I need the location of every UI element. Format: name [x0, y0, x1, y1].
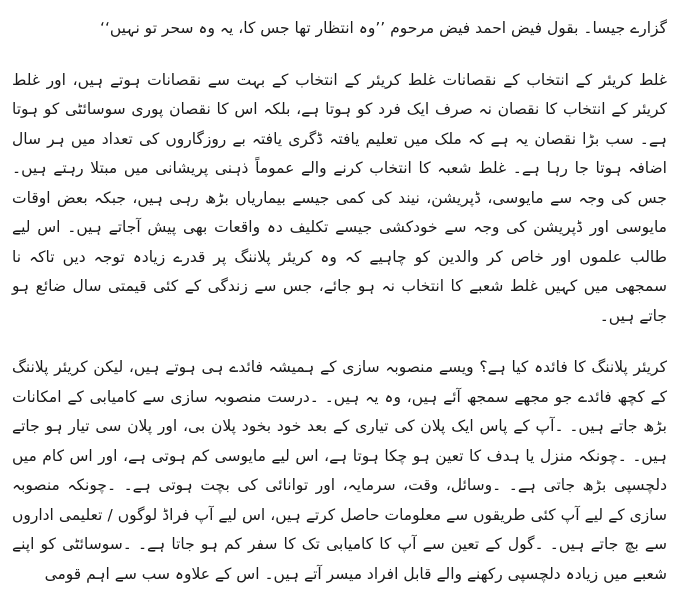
article-paragraph-career-harms: غلط کریئر کے انتخاب کے نقصانات غلط کریئر کے انتخاب کے بہت سے نقصانات ہوتے ہیں، اور غلط کریئر کے انتخاب کا نقصان نہ صرف ایک فرد کو ہوتا ہے، بلکہ اس کا نقصان پوری سوسائٹی کو ہوتا ہے۔ سب بڑا نقصان یہ ہے کہ ملک میں تعلیم یافتہ ڈگری یافتہ بے روزگاروں کی تعداد میں ہر سال اضافہ ہوتا جا رہا ہے۔ غلط شعبہ کا انتخاب کرنے والے عموماً ذہنی پریشانی میں مبتلا رہتے ہیں۔ جس کی وجہ سے مایوسی، ڈپریشن، نیند کی کمی جیسے بیماریاں بڑھ رہی ہیں، جبکہ بعض اوقات مایوسی اور ڈپریشن کی وجہ سے خودکشی جیسے تکلیف دہ واقعات بھی پیش آجاتے ہیں۔ اس لیے طالب علموں اور خاص کر والدین کو چاہیے کہ وہ کریئر پلاننگ پر قدرے زیادہ توجہ دیں تاکہ نا سمجھی میں کہیں غلط شعبے کا انتخاب نہ ہو جائے، جس سے زندگی کے کئی قیمتی سال ضائع ہو جاتے ہیں۔: [12, 70, 667, 325]
article-paragraph-career-benefits: کریئر پلاننگ کا فائدہ کیا ہے؟ ویسے منصوبہ سازی کے ہمیشہ فائدے ہی ہوتے ہیں، لیکن کریئر پلاننگ کے کچھ فائدے جو مجھے سمجھ آئے ہیں، وہ یہ ہیں۔ ۔درست منصوبہ سازی سے کامیابی کے امکانات بڑھ جاتے ہیں۔ ۔آپ کے پاس ایک پلان کی تیاری کے بعد خود بخود پلان بی، اور پلان سی تیار ہو جاتے ہیں۔ ۔چونکہ منزل یا ہدف کا تعین ہو چکا ہوتا ہے، اس لیے مایوسی کم ہوتی ہے، اور اس کام میں دلچسپی بڑھ جاتی ہے۔ ۔وسائل، وقت، سرمایہ، اور توانائی کی بچت ہوتی ہے۔ ۔چونکہ منصوبہ سازی کے لیے آپ کئی طریقوں سے معلومات حاصل کرتے ہیں، اس لیے آپ فراڈ لوگوں / تعلیمی اداروں سے بچ جاتے ہیں۔ ۔گول کے تعین سے آپ کا کامیابی تک کا سفر کم ہو جاتا ہے۔ ۔سوسائٹی کو اپنے شعبے میں زیادہ دلچسپی رکھنے والے قابل افراد میسر آتے ہیں۔ اس کے علاوہ سب سے اہم قومی: [12, 358, 667, 583]
article-paragraph-intro: گزارے جیسا۔ بقول فیض احمد فیض مرحوم ’’وہ انتظار تھا جس کا، یہ وہ سحر تو نہیں‘‘: [100, 19, 667, 37]
